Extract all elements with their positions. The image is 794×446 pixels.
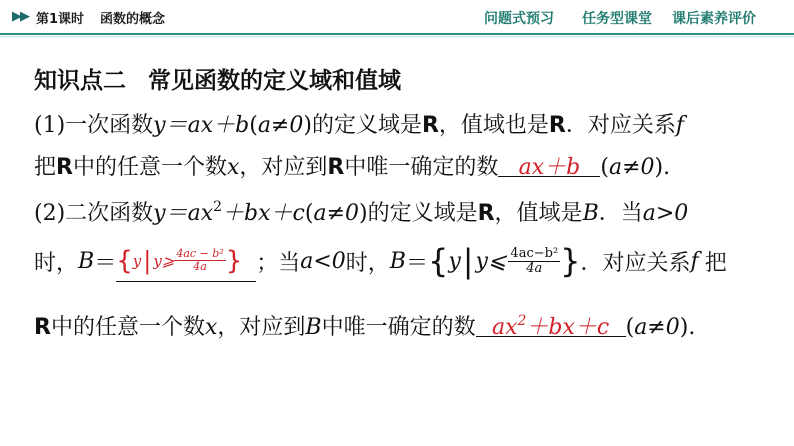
- set-b: B: [582, 201, 599, 226]
- answer-3-exponent: 2: [517, 313, 527, 329]
- answer-fraction: [174, 248, 225, 272]
- set-b: B: [78, 248, 95, 274]
- condition: a≠0: [634, 315, 680, 340]
- text: 中唯一确定的数: [344, 155, 499, 180]
- text: 中唯一确定的数: [321, 315, 476, 340]
- answer-set-var: y: [132, 251, 142, 270]
- text: )的定义域是: [359, 201, 478, 226]
- text: ，对应到: [217, 315, 306, 340]
- answer-fraction-numerator: 4ac − b²: [176, 247, 224, 261]
- condition: a≠0: [313, 201, 359, 226]
- set-divider: |: [462, 242, 474, 280]
- nav-evaluation[interactable]: 课后素养评价: [672, 11, 756, 27]
- condition: a≠0: [608, 155, 655, 180]
- condition: a<0: [300, 248, 346, 274]
- lesson-label: 第1课时: [36, 12, 85, 27]
- set-divider: |: [143, 246, 152, 275]
- text: ．对应关系: [565, 113, 676, 138]
- text: (: [625, 315, 635, 340]
- set-var: y: [448, 248, 461, 274]
- text-line-3: [34, 196, 688, 227]
- answer-3-rest: ＋bx＋c: [526, 315, 610, 340]
- header-divider: [0, 33, 794, 35]
- text: ，值域也是: [438, 113, 549, 138]
- variable-x: x: [204, 315, 218, 340]
- function-f: f: [675, 113, 685, 138]
- text: ．对应关系: [580, 250, 691, 276]
- text: ；当: [256, 250, 301, 276]
- real-set-symbol: R: [421, 113, 439, 138]
- answer-1: ax＋b: [518, 155, 581, 180]
- left-brace: {: [116, 245, 133, 276]
- heading-knowledge-point: 知识点二: [34, 68, 126, 94]
- text-line-1: [34, 108, 684, 139]
- section-heading: [34, 62, 401, 95]
- text: ，对应到: [239, 155, 328, 180]
- text: ＝: [405, 250, 428, 276]
- quadratic-equation: y＝ax: [153, 201, 214, 226]
- text: ．当: [598, 201, 643, 226]
- range-fraction: [508, 247, 560, 275]
- set-b: B: [305, 315, 322, 340]
- text: 把: [34, 155, 57, 180]
- text: (: [249, 113, 258, 138]
- text: (2)二次函数: [34, 201, 154, 226]
- left-brace: {: [427, 242, 449, 280]
- text: 中的任意一个数: [50, 315, 205, 340]
- answer-fraction-denominator: 4a: [193, 260, 207, 273]
- real-set-symbol: R: [548, 113, 566, 138]
- answer-blank-1: [498, 150, 600, 180]
- double-arrow-icon: ▶▶: [12, 9, 28, 24]
- text: ).: [679, 315, 696, 340]
- quadratic-equation-rest: ＋bx＋c: [222, 201, 305, 226]
- variable-x: x: [226, 155, 240, 180]
- text: (: [304, 201, 314, 226]
- fraction-denominator: 4a: [526, 260, 543, 276]
- text: )的定义域是: [303, 113, 422, 138]
- fraction-numerator: 4ac−b²: [510, 245, 559, 261]
- text: (1)一次函数: [34, 113, 154, 138]
- linear-equation: y＝ax＋b: [153, 113, 250, 138]
- header-divider-light: [0, 36, 794, 37]
- text: 时，: [345, 250, 390, 276]
- text: 中的任意一个数: [72, 155, 227, 180]
- text: (: [600, 155, 609, 180]
- real-set-symbol: R: [56, 155, 73, 180]
- text: ＝: [94, 250, 117, 276]
- answer-blank-2: [116, 241, 256, 282]
- answer-blank-3: [476, 310, 626, 340]
- condition: a>0: [642, 201, 689, 226]
- answer-3: ax: [491, 315, 518, 340]
- text: ，值域是: [494, 201, 583, 226]
- condition: a≠0: [257, 113, 304, 138]
- nav-classroom[interactable]: 任务型课堂: [582, 11, 652, 27]
- exponent: 2: [213, 199, 223, 215]
- answer-set-relation: y⩾: [153, 251, 175, 270]
- function-f: f: [690, 248, 699, 274]
- top-bar: [0, 0, 794, 34]
- heading-title: 常见函数的定义域和值域: [148, 68, 401, 94]
- nav-preview[interactable]: 问题式预习: [484, 11, 554, 27]
- set-b: B: [389, 248, 406, 274]
- range-set: [428, 242, 581, 280]
- text-line-5: [34, 310, 695, 341]
- text-line-2: [34, 150, 670, 181]
- text: ).: [654, 155, 671, 180]
- topic-label: 函数的概念: [100, 12, 166, 27]
- real-set-symbol: R: [34, 315, 51, 340]
- text-line-4: [34, 238, 727, 284]
- real-set-symbol: R: [327, 155, 345, 180]
- real-set-symbol: R: [477, 201, 495, 226]
- right-brace: }: [560, 242, 581, 280]
- right-brace: }: [225, 245, 243, 276]
- text: 把: [704, 250, 727, 276]
- text: 时，: [34, 250, 79, 276]
- set-relation: y⩽: [475, 248, 507, 274]
